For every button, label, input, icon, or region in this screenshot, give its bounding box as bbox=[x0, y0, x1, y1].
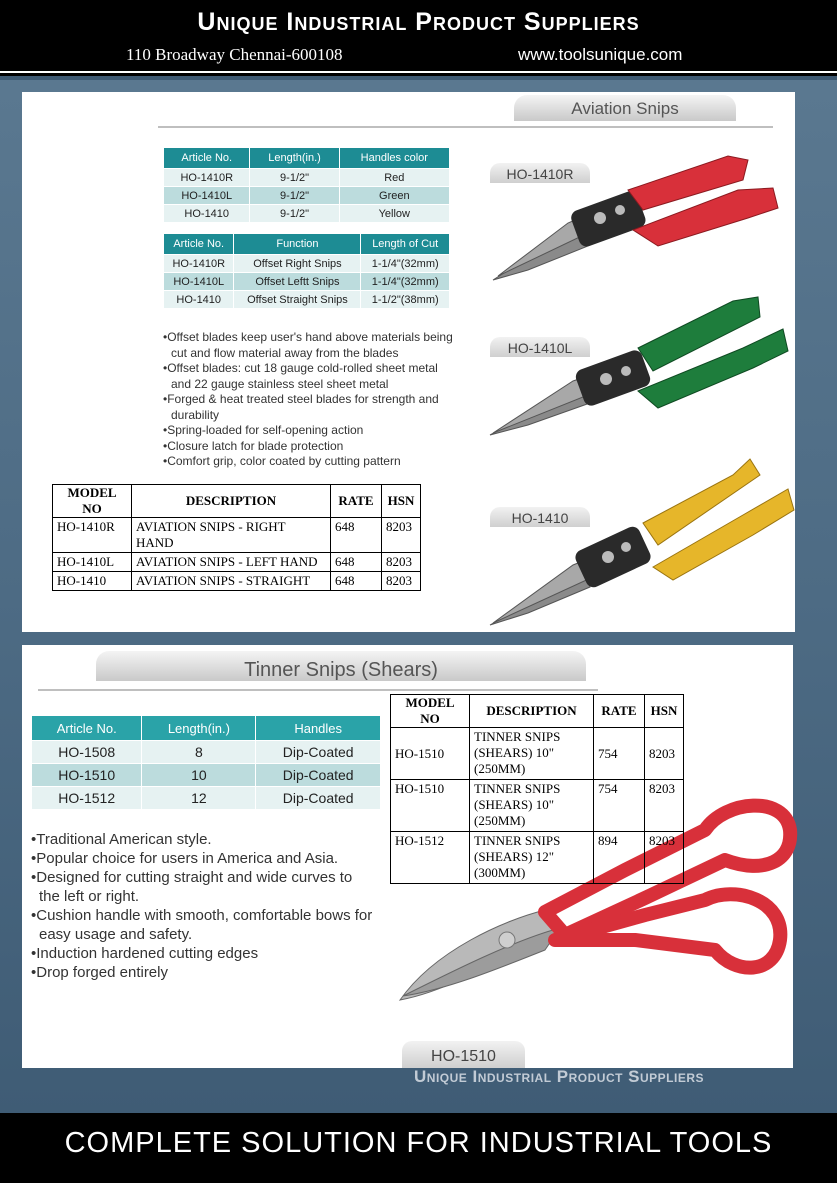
column-header: Function bbox=[234, 234, 361, 255]
table-cell: HO-1410 bbox=[164, 291, 234, 309]
list-item: •Cushion handle with smooth, comfortable bows for easy usage and safety. bbox=[31, 907, 373, 943]
section-divider bbox=[158, 126, 773, 128]
list-item: •Designed for cutting straight and wide curves to the left or right. bbox=[31, 869, 353, 905]
product-label-ho-1410l: HO-1410L bbox=[490, 337, 590, 357]
table-cell: HO-1512 bbox=[32, 787, 142, 810]
product-label-ho-1410r: HO-1410R bbox=[490, 163, 590, 183]
table-cell: 8203 bbox=[645, 728, 684, 780]
table-cell: 9-1/2" bbox=[250, 169, 339, 187]
list-item: •Closure latch for blade protection bbox=[163, 438, 344, 453]
table-row bbox=[391, 780, 684, 832]
list-item: •Forged & heat treated steel blades for strength and durability bbox=[163, 392, 439, 422]
table-cell: HO-1512 bbox=[391, 832, 470, 884]
column-header: MODEL NO bbox=[53, 485, 132, 518]
table-cell: HO-1510 bbox=[391, 780, 470, 832]
green-aviation-snips-image bbox=[488, 293, 793, 438]
column-header: MODEL NO bbox=[391, 695, 470, 728]
table-cell: 9-1/2" bbox=[250, 205, 339, 223]
column-header: RATE bbox=[331, 485, 382, 518]
table-row bbox=[53, 572, 421, 591]
table-cell: HO-1510 bbox=[32, 764, 142, 787]
column-header: Handles color bbox=[339, 148, 449, 169]
table-cell: 754 bbox=[594, 780, 645, 832]
column-header: Handles bbox=[256, 716, 381, 741]
column-header: Article No. bbox=[164, 234, 234, 255]
table-cell: 754 bbox=[594, 728, 645, 780]
table-row bbox=[32, 787, 381, 810]
aviation-spec-table-2 bbox=[163, 233, 450, 309]
table-cell: Dip-Coated bbox=[256, 764, 381, 787]
table-row bbox=[164, 255, 450, 273]
table-cell: 8203 bbox=[382, 553, 421, 572]
company-name: Unique Industrial Product Suppliers bbox=[197, 8, 640, 36]
table-cell: AVIATION SNIPS - STRAIGHT bbox=[132, 572, 331, 591]
table-cell: 9-1/2" bbox=[250, 187, 339, 205]
list-item: •Spring-loaded for self-opening action bbox=[163, 423, 364, 437]
table-row bbox=[32, 741, 381, 764]
table-cell: 8203 bbox=[645, 832, 684, 884]
table-cell: Yellow bbox=[339, 205, 449, 223]
table-cell: Offset Straight Snips bbox=[234, 291, 361, 309]
table-row bbox=[164, 169, 450, 187]
table-cell: TINNER SNIPS (SHEARS) 10" (250MM) bbox=[470, 728, 594, 780]
table-cell: HO-1410R bbox=[53, 518, 132, 553]
aviation-spec-table-1 bbox=[163, 147, 450, 223]
table-cell: Red bbox=[339, 169, 449, 187]
tinner-feature-list bbox=[31, 830, 376, 982]
column-header: HSN bbox=[645, 695, 684, 728]
table-cell: Offset Leftt Snips bbox=[234, 273, 361, 291]
table-cell: 894 bbox=[594, 832, 645, 884]
column-header: Length(in.) bbox=[250, 148, 339, 169]
table-cell: 8203 bbox=[382, 518, 421, 553]
table-row bbox=[53, 553, 421, 572]
table-cell: HO-1410L bbox=[164, 273, 234, 291]
company-address: 110 Broadway Chennai-600108 bbox=[126, 45, 343, 64]
table-cell: 648 bbox=[331, 553, 382, 572]
column-header: Length(in.) bbox=[142, 716, 256, 741]
tinner-price-table bbox=[390, 694, 684, 884]
table-cell: Dip-Coated bbox=[256, 741, 381, 764]
table-cell: HO-1410L bbox=[53, 553, 132, 572]
table-cell: 1-1/4"(32mm) bbox=[361, 255, 450, 273]
list-item: •Offset blades keep user's hand above materials being cut and flow material away from the blades bbox=[163, 330, 453, 360]
product-label-ho-1410: HO-1410 bbox=[490, 507, 590, 527]
column-header: Article No. bbox=[164, 148, 250, 169]
table-cell: 1-1/2"(38mm) bbox=[361, 291, 450, 309]
table-row bbox=[391, 832, 684, 884]
table-row bbox=[53, 518, 421, 553]
table-cell: HO-1410R bbox=[164, 169, 250, 187]
aviation-price-table bbox=[52, 484, 421, 591]
list-item: •Drop forged entirely bbox=[31, 964, 168, 981]
table-cell: Offset Right Snips bbox=[234, 255, 361, 273]
table-cell: 8203 bbox=[645, 780, 684, 832]
tinner-spec-table bbox=[31, 715, 381, 810]
table-cell: 1-1/4"(32mm) bbox=[361, 273, 450, 291]
table-cell: 648 bbox=[331, 518, 382, 553]
table-cell: HO-1510 bbox=[391, 728, 470, 780]
footer-tagline: COMPLETE SOLUTION FOR INDUSTRIAL TOOLS bbox=[64, 1127, 773, 1159]
list-item: •Traditional American style. bbox=[31, 831, 212, 848]
aviation-feature-list bbox=[163, 330, 458, 470]
table-cell: AVIATION SNIPS - LEFT HAND bbox=[132, 553, 331, 572]
tinner-snips-tab: Tinner Snips (Shears) bbox=[96, 651, 586, 681]
column-header: Length of Cut bbox=[361, 234, 450, 255]
table-row bbox=[32, 764, 381, 787]
red-aviation-snips-image bbox=[488, 148, 783, 288]
table-cell: Dip-Coated bbox=[256, 787, 381, 810]
list-item: •Induction hardened cutting edges bbox=[31, 945, 259, 962]
table-cell: HO-1410 bbox=[53, 572, 132, 591]
aviation-snips-tab: Aviation Snips bbox=[514, 95, 736, 121]
table-cell: 12 bbox=[142, 787, 256, 810]
table-row bbox=[164, 187, 450, 205]
table-cell: 648 bbox=[331, 572, 382, 591]
table-cell: HO-1508 bbox=[32, 741, 142, 764]
table-cell: HO-1410 bbox=[164, 205, 250, 223]
product-label-ho-1510: HO-1510 bbox=[402, 1041, 525, 1068]
table-cell: Green bbox=[339, 187, 449, 205]
list-item: •Comfort grip, color coated by cutting pattern bbox=[163, 454, 401, 468]
table-row bbox=[164, 205, 450, 223]
column-header: HSN bbox=[382, 485, 421, 518]
table-cell: HO-1410L bbox=[164, 187, 250, 205]
column-header: DESCRIPTION bbox=[132, 485, 331, 518]
column-header: Article No. bbox=[32, 716, 142, 741]
table-cell: 10 bbox=[142, 764, 256, 787]
list-item: •Offset blades: cut 18 gauge cold-rolled sheet metal and 22 gauge stainless steel sheet metal bbox=[163, 361, 438, 391]
column-header: DESCRIPTION bbox=[470, 695, 594, 728]
column-header: RATE bbox=[594, 695, 645, 728]
table-cell: TINNER SNIPS (SHEARS) 10" (250MM) bbox=[470, 780, 594, 832]
table-row bbox=[391, 728, 684, 780]
table-row bbox=[164, 291, 450, 309]
list-item: •Popular choice for users in America and Asia. bbox=[31, 850, 339, 867]
company-website[interactable]: www.toolsunique.com bbox=[518, 45, 683, 64]
header-divider bbox=[0, 71, 837, 73]
table-cell: 8203 bbox=[382, 572, 421, 591]
table-cell: TINNER SNIPS (SHEARS) 12" (300MM) bbox=[470, 832, 594, 884]
table-row bbox=[164, 273, 450, 291]
table-cell: HO-1410R bbox=[164, 255, 234, 273]
section-divider bbox=[38, 689, 598, 691]
table-cell: AVIATION SNIPS - RIGHT HAND bbox=[132, 518, 331, 553]
yellow-aviation-snips-image bbox=[488, 455, 798, 630]
table-cell: 8 bbox=[142, 741, 256, 764]
watermark-text: Unique Industrial Product Suppliers bbox=[414, 1067, 705, 1086]
